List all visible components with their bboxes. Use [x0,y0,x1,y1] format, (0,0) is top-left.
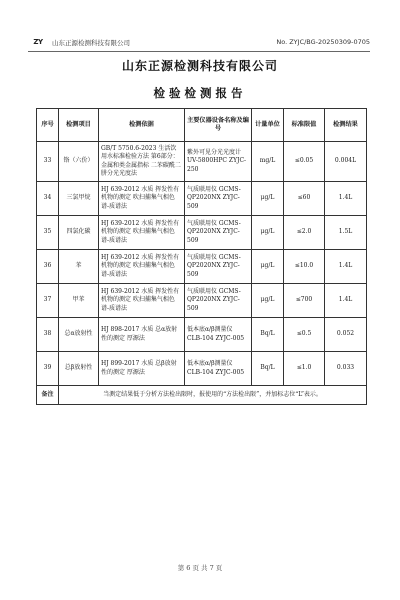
cell-limit: ≤10.0 [284,250,325,284]
table-header-row [37,109,367,142]
header-company-name: 山东正源检测科技有限公司 [52,38,130,47]
col-header-item: 检测项目 [59,109,99,142]
cell-unit: μg/L [252,250,284,284]
cell-equipment: 气质联用仪 GCMS-QP2020NX ZYJC-509 [185,284,252,318]
table-row [37,182,367,216]
col-header-limit: 标准限值 [284,109,325,142]
cell-equipment: 气质联用仪 GCMS-QP2020NX ZYJC-509 [185,216,252,250]
cell-equipment: 气质联用仪 GCMS-QP2020NX ZYJC-509 [185,250,252,284]
cell-limit: ≤700 [284,284,325,318]
cell-equipment: 低本底α/β测量仪 CLB-104 ZYJC-005 [185,318,252,352]
cell-result: 0.004L [325,142,367,182]
table-note-row [37,386,367,405]
col-header-basis: 检测依据 [99,109,185,142]
cell-no: 36 [37,250,59,284]
cell-no: 35 [37,216,59,250]
col-header-equipment: 主要仪器设备名称及编号 [185,109,252,142]
table-row [37,352,367,386]
cell-unit: μg/L [252,182,284,216]
cell-basis: HJ 898-2017 水质 总α放射性的测定 厚源法 [99,318,185,352]
cell-result: 1.4L [325,250,367,284]
company-name: 山东正源检测科技有限公司 [121,59,278,73]
cell-equipment: 低本底α/β测量仪 CLB-104 ZYJC-005 [185,352,252,386]
note-text: 当测定结果低于分析方法检出限时，报使用的“方法检出限”，并加标志位“L”表示。 [59,386,367,405]
cell-basis: HJ 639-2012 水质 挥发性有机物的测定 吹扫捕集气相色谱-质谱法 [99,216,185,250]
cell-limit: ≤0.05 [284,142,325,182]
cell-result: 1.5L [325,216,367,250]
cell-basis: HJ 639-2012 水质 挥发性有机物的测定 吹扫捕集气相色谱-质谱法 [99,250,185,284]
company-logo: ZY [33,38,43,46]
report-number: No. ZYJC/BG-20250309-0705 [276,38,370,46]
cell-limit: ≤0.5 [284,318,325,352]
test-results-table [36,108,367,405]
col-header-no: 序号 [37,109,59,142]
cell-limit: ≤1.0 [284,352,325,386]
cell-item: 总α放射性 [59,318,99,352]
cell-result: 0.052 [325,318,367,352]
header-left [28,37,130,47]
table-row [37,318,367,352]
cell-equipment: 紫外可见分光光度计 UV-5800HPC ZYJC-250 [185,142,252,182]
cell-unit: μg/L [252,284,284,318]
cell-unit: μg/L [252,216,284,250]
cell-no: 34 [37,182,59,216]
cell-item: 总β放射性 [59,352,99,386]
cell-unit: Bq/L [252,352,284,386]
cell-item: 三氯甲烷 [59,182,99,216]
header-rule [28,51,370,52]
cell-equipment: 气质联用仪 GCMS-QP2020NX ZYJC-509 [185,182,252,216]
table-row [37,284,367,318]
cell-item: 甲苯 [59,284,99,318]
cell-no: 39 [37,352,59,386]
cell-basis: HJ 639-2012 水质 挥发性有机物的测定 吹扫捕集气相色谱-质谱法 [99,182,185,216]
col-header-unit: 计量单位 [252,109,284,142]
cell-result: 1.4L [325,284,367,318]
cell-no: 38 [37,318,59,352]
cell-result: 1.4L [325,182,367,216]
cell-no: 37 [37,284,59,318]
cell-unit: Bq/L [252,318,284,352]
cell-result: 0.033 [325,352,367,386]
cell-limit: ≤60 [284,182,325,216]
cell-item: 铬（六价） [59,142,99,182]
cell-item: 四氯化碳 [59,216,99,250]
cell-limit: ≤2.0 [284,216,325,250]
page-header [28,34,370,50]
page-footer: 第 6 页 共 7 页 [177,564,223,572]
report-title: 检验检测报告 [153,86,247,100]
note-label: 备注 [37,386,59,405]
table-row [37,216,367,250]
cell-unit: mg/L [252,142,284,182]
cell-basis: HJ 899-2017 水质 总β放射性的测定 厚源法 [99,352,185,386]
table-row [37,142,367,182]
cell-basis: GB/T 5750.6-2023 生活饮用水标准检验方法 第6部分：金属和类金属指标 二苯碳酰二肼分光光度法 [99,142,185,182]
cell-item: 苯 [59,250,99,284]
table-row [37,250,367,284]
col-header-result: 检测结果 [325,109,367,142]
cell-basis: HJ 639-2012 水质 挥发性有机物的测定 吹扫捕集气相色谱-质谱法 [99,284,185,318]
cell-no: 33 [37,142,59,182]
